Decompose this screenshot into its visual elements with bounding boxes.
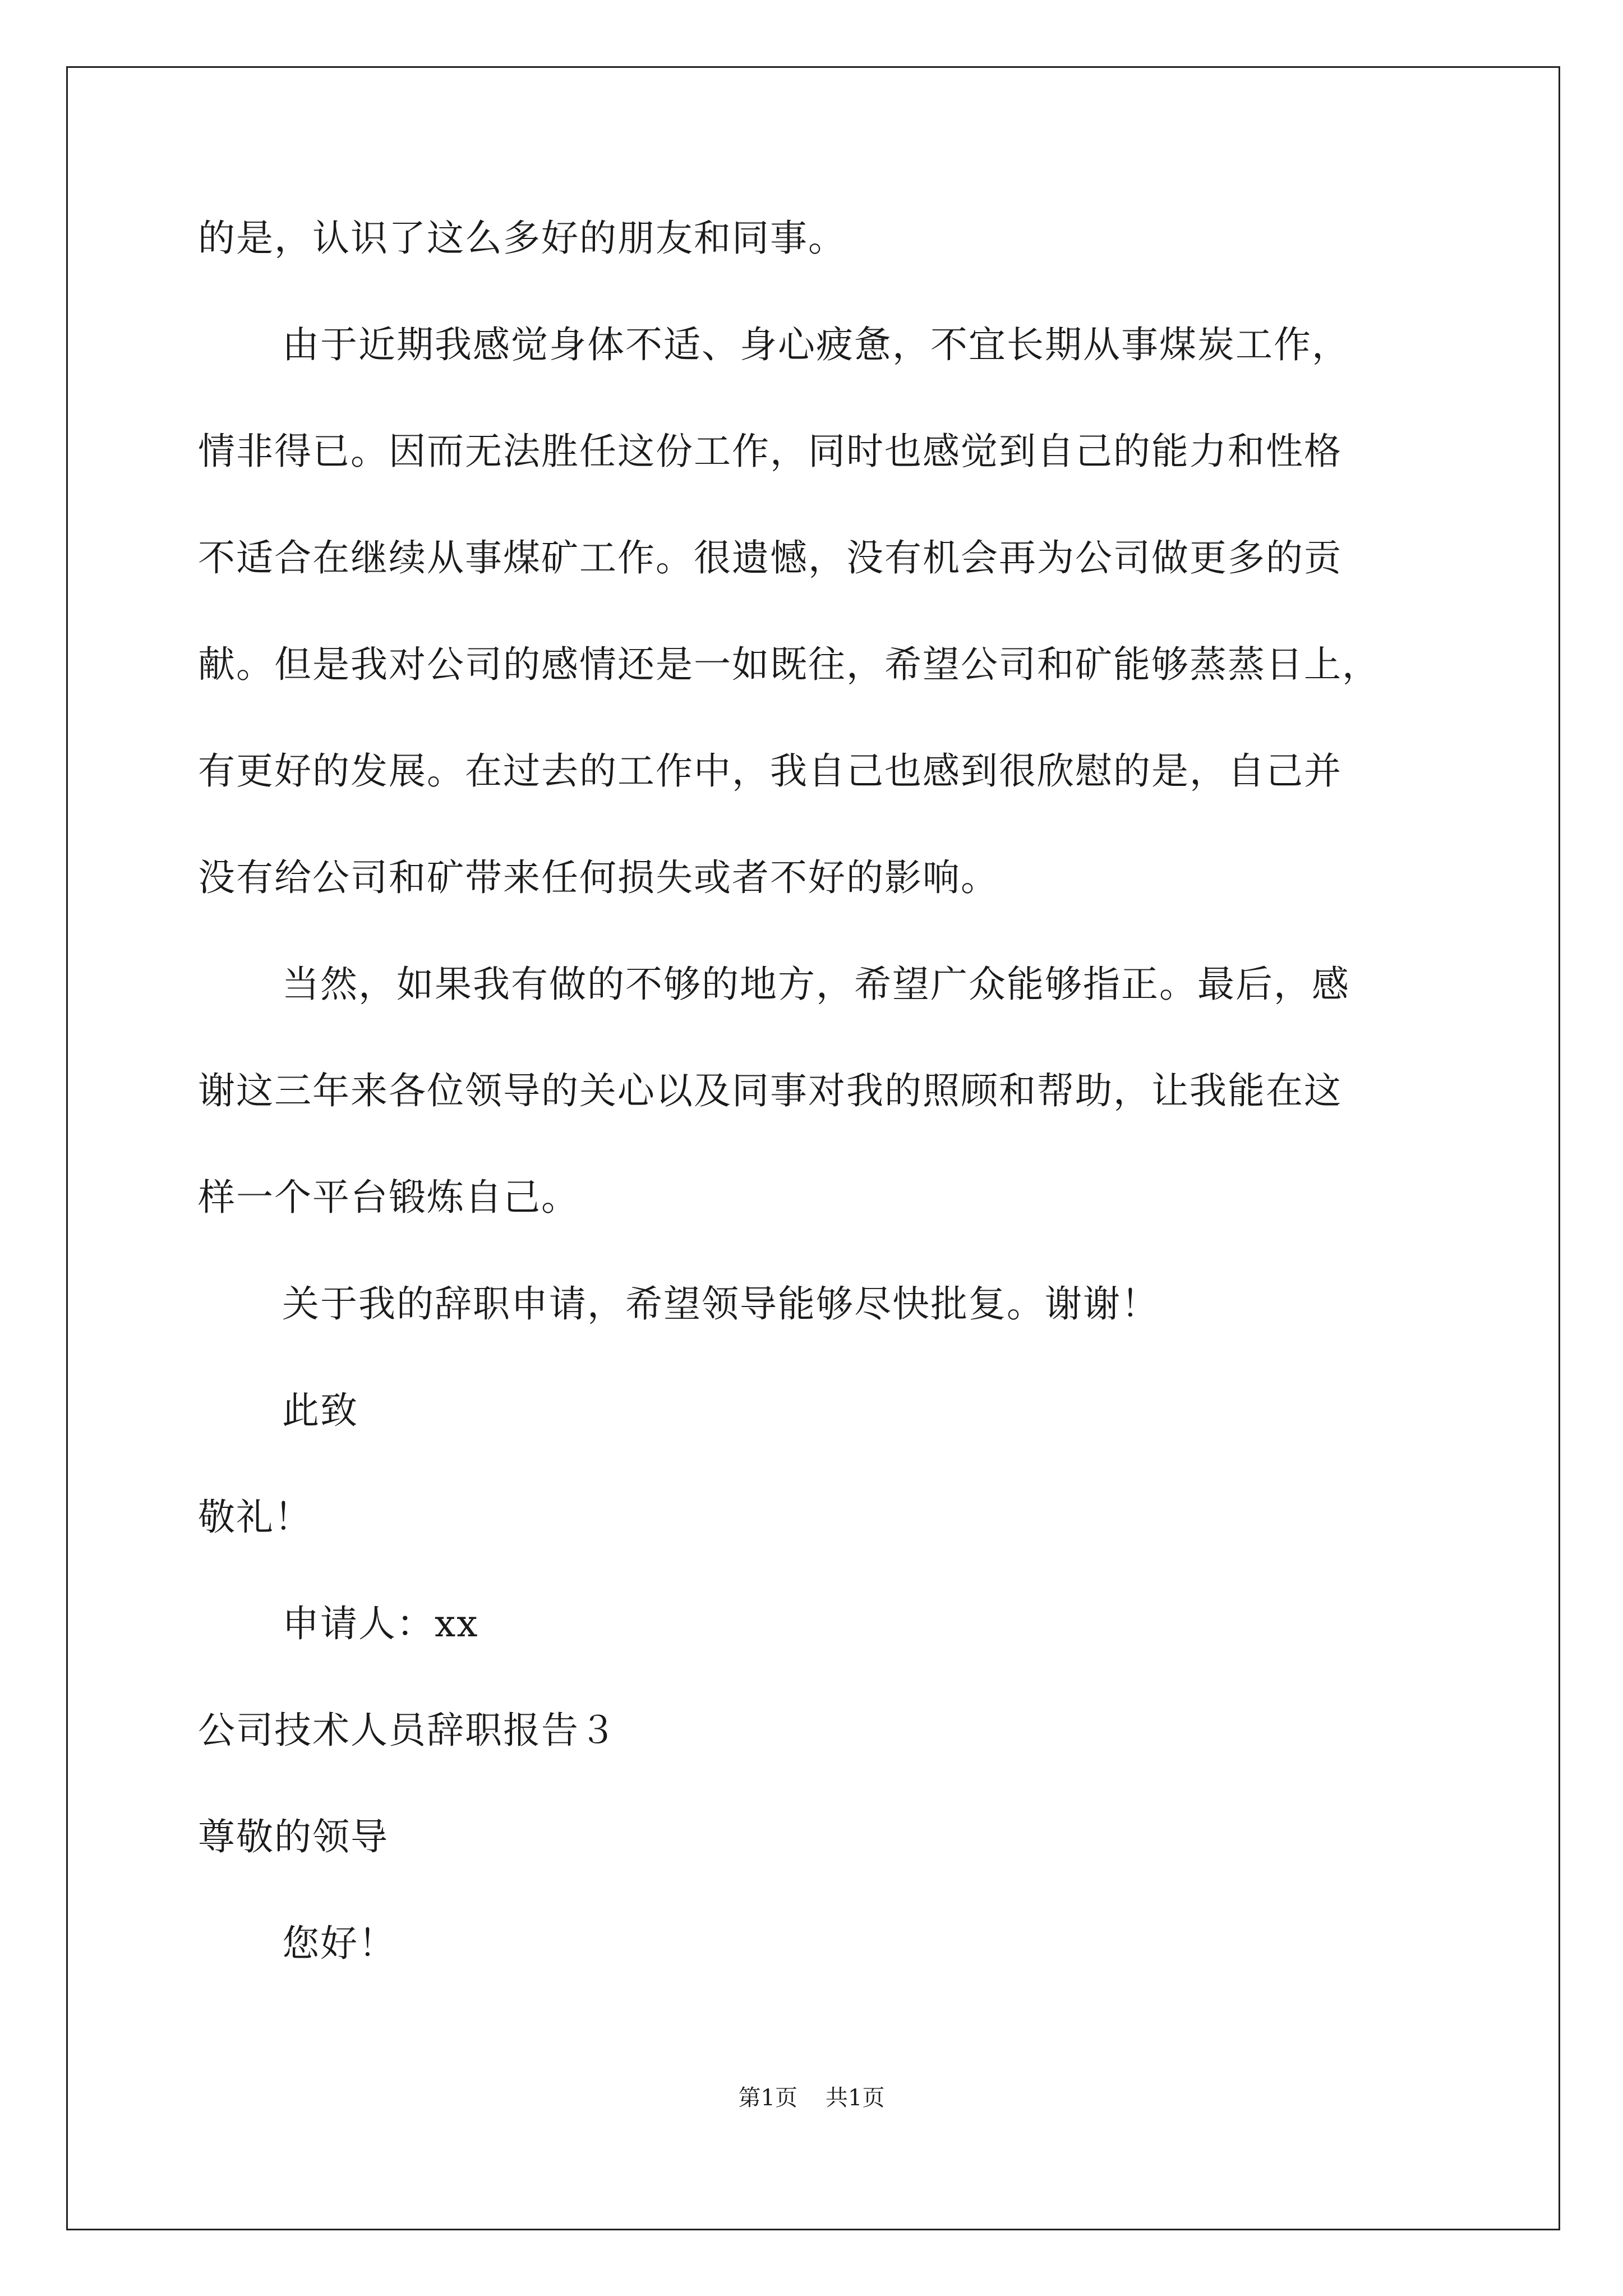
text-line: 谢这三年来各位领导的关心以及同事对我的照顾和帮助，让我能在这 <box>198 1069 1342 1112</box>
page-total: 共1页 <box>826 2085 885 2111</box>
greeting-line: 尊敬的领导 <box>198 1815 389 1858</box>
paragraph-line: 当然，如果我有做的不够的地方，希望广众能够指正。最后，感 <box>282 963 1350 1006</box>
text-line: 样一个平台锻炼自己。 <box>198 1176 579 1219</box>
text-line: 不适合在继续从事煤矿工作。很遗憾，没有机会再为公司做更多的贡 <box>198 536 1342 579</box>
text-line: 情非得已。因而无法胜任这份工作，同时也感觉到自己的能力和性格 <box>198 430 1342 473</box>
section-title: 公司技术人员辞职报告３ <box>198 1709 617 1752</box>
page-border <box>66 66 1560 2230</box>
salutation-line: 敬礼！ <box>198 1496 312 1539</box>
paragraph-line: 关于我的辞职申请，希望领导能够尽快批复。谢谢！ <box>282 1282 1159 1326</box>
text-line: 的是，认识了这么多好的朋友和同事。 <box>198 217 846 260</box>
greeting-line: 您好！ <box>282 1922 396 1965</box>
page-footer <box>0 2081 1623 2115</box>
text-line: 有更好的发展。在过去的工作中，我自己也感到很欣慰的是，自己并 <box>198 749 1342 793</box>
page-number: 第1页 <box>738 2085 797 2111</box>
paragraph-line: 由于近期我感觉身体不适、身心疲惫，不宜长期从事煤炭工作， <box>282 323 1350 366</box>
signature-line: 申请人：xx <box>282 1602 479 1645</box>
text-line: 没有给公司和矿带来任何损失或者不好的影响。 <box>198 856 999 899</box>
text-line: 献。但是我对公司的感情还是一如既往，希望公司和矿能够蒸蒸日上， <box>198 643 1380 686</box>
salutation-line: 此致 <box>282 1389 358 1432</box>
